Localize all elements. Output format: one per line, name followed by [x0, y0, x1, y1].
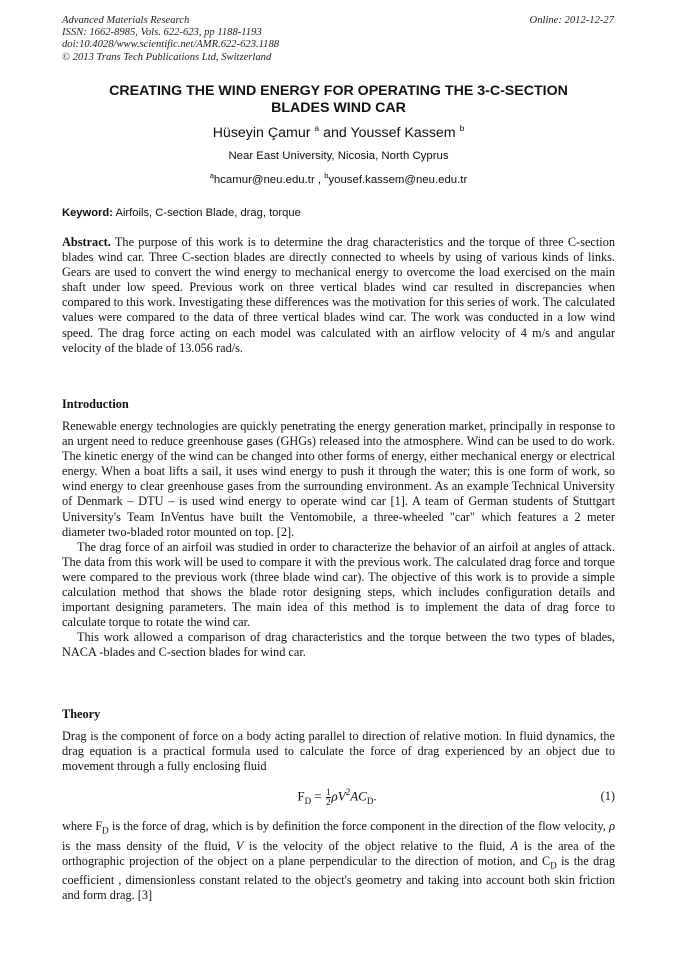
email-b[interactable]: yousef.kassem@neu.edu.tr — [328, 174, 468, 186]
theory-where-block — [62, 819, 615, 903]
abstract-label: Abstract. — [62, 235, 111, 249]
email-b-superscript: b — [324, 171, 329, 180]
paper-title — [62, 83, 615, 118]
email-separator: , — [314, 174, 325, 186]
journal-header — [62, 15, 279, 64]
email-line — [62, 171, 615, 186]
issn-line: ISSN: 1662-8985, Vols. 622-623, pp 1188-1193 — [62, 27, 262, 39]
abstract-text: The purpose of this work is to determine the drag characteristics and the torque of three C-section blades wind car. Three C-section blades are directly connected to wheels by using of various kinds of links. Gears are used to convert the wind energy to mechanical energy to overcome the load exercised on the main shaft under low speed. Previous work on three vertical blades wind car resulted in discrepancies when compared to this work. Investigating these differences was the motivation for this series of work. The calculated values were compared to the data of three vertical blades wind car. The work was conducted in a low wind speed. The drag force acting on each model was calculated with an airflow velocity of 4 m/s and angular velocity of the blade of 13.056 rad/s. — [62, 235, 615, 355]
title-line-1: CREATING THE WIND ENERGY FOR OPERATING THE 3-C-SECTION — [109, 83, 568, 99]
introduction-heading: Introduction — [62, 397, 129, 411]
email-a[interactable]: hcamur@neu.edu.tr — [213, 174, 315, 186]
keyword-line — [62, 207, 615, 219]
theory-body — [62, 729, 615, 774]
journal-name: Advanced Materials Research — [62, 15, 190, 26]
email-a-superscript: a — [209, 171, 214, 180]
title-line-2: BLADES WIND CAR — [271, 100, 406, 117]
introduction-paragraph-1: Renewable energy technologies are quickly penetrating the energy generation market, principally in response to an urgent need to reduce greenhouse gases (GHGs) released into the atmosphere. Wind can be used to do work. The kinetic energy of the wind can be changed into other forms of energy, either mechanical energy or electrical energy. When a boat lifts a sail, it uses wind energy to push it through the water; this is one form of work, so wind energy to clear greenhouse gases from the surrounding environment. As an example Technical University of Denmark – DTU – is used wind energy to operate wind car [1]. A team of German students of Stuttgart University's Team InVentus have built the Ventomobile, a three-wheeled "car" which features a 2 meter diameter two-bladed rotor mounted on top. [2]. — [62, 419, 615, 539]
drag-equation — [62, 787, 615, 807]
drag-equation-formula: $F_D$ = $\frac{1}{2}$ $\rho V^2AC_D$. — [297, 786, 377, 807]
author-2-superscript: b — [459, 123, 465, 133]
keyword-text: Airfoils, C-section Blade, drag, torque — [115, 207, 301, 219]
authors-line — [62, 123, 615, 141]
author-1: Hüseyin Çamur — [212, 125, 311, 141]
author-1-superscript: a — [314, 123, 320, 133]
theory-paragraph-2: where $F_D$ is the force of drag, which is by definition the force component in the direction of the flow velocity, ρ is the mass density of the fluid, V is the velocity of the object relative to the fluid, A is the area of the orthographic projection of the object on a plane perpendicular to the direction of motion, and $C_D$ is the drag coefficient , dimensionless constant related to the object's geometry and taking into account both skin friction and form drag. [3] — [62, 819, 615, 903]
copyright-line: © 2013 Trans Tech Publications Ltd, Switzerland — [62, 51, 272, 63]
abstract-block — [62, 235, 615, 356]
introduction-paragraph-3: This work allowed a comparison of drag characteristics and the torque between the two types of blades, NACA -blades and C-section blades for wind car. — [62, 630, 615, 660]
one-half-fraction: $\frac{1}{2}$ — [326, 786, 331, 807]
author-2: Youssef Kassem — [350, 125, 456, 141]
introduction-paragraph-2: The drag force of an airfoil was studied in order to characterize the behavior of an airfoil at angles of attack. The data from this work will be used to compare it with the previous work. The calculated drag force and torque were compared to the previous work (three blade wind car). The objective of this work is to provide a simple calculation method that shows the blade rotor designing steps, which includes configuration details and important designing parameters. The main idea of this method is to implement the data of drag force to calculate torque to rotate the wind car. — [62, 539, 615, 630]
keyword-label: Keyword: — [62, 207, 113, 219]
introduction-body — [62, 419, 615, 661]
theory-paragraph-1: Drag is the component of force on a body acting parallel to direction of relative motion. In fluid dynamics, the drag equation is a practical formula used to calculate the force of drag experienced by an object due to movement through a fully enclosing fluid — [62, 729, 615, 774]
affiliation: Near East University, Nicosia, North Cyprus — [228, 150, 449, 162]
online-date: Online: 2012-12-27 — [529, 15, 614, 26]
theory-heading: Theory — [62, 707, 101, 721]
authors-and: and — [323, 125, 347, 141]
equation-number: (1) — [600, 789, 615, 803]
doi-line[interactable]: doi:10.4028/www.scientific.net/AMR.622-623.1188 — [62, 39, 280, 51]
